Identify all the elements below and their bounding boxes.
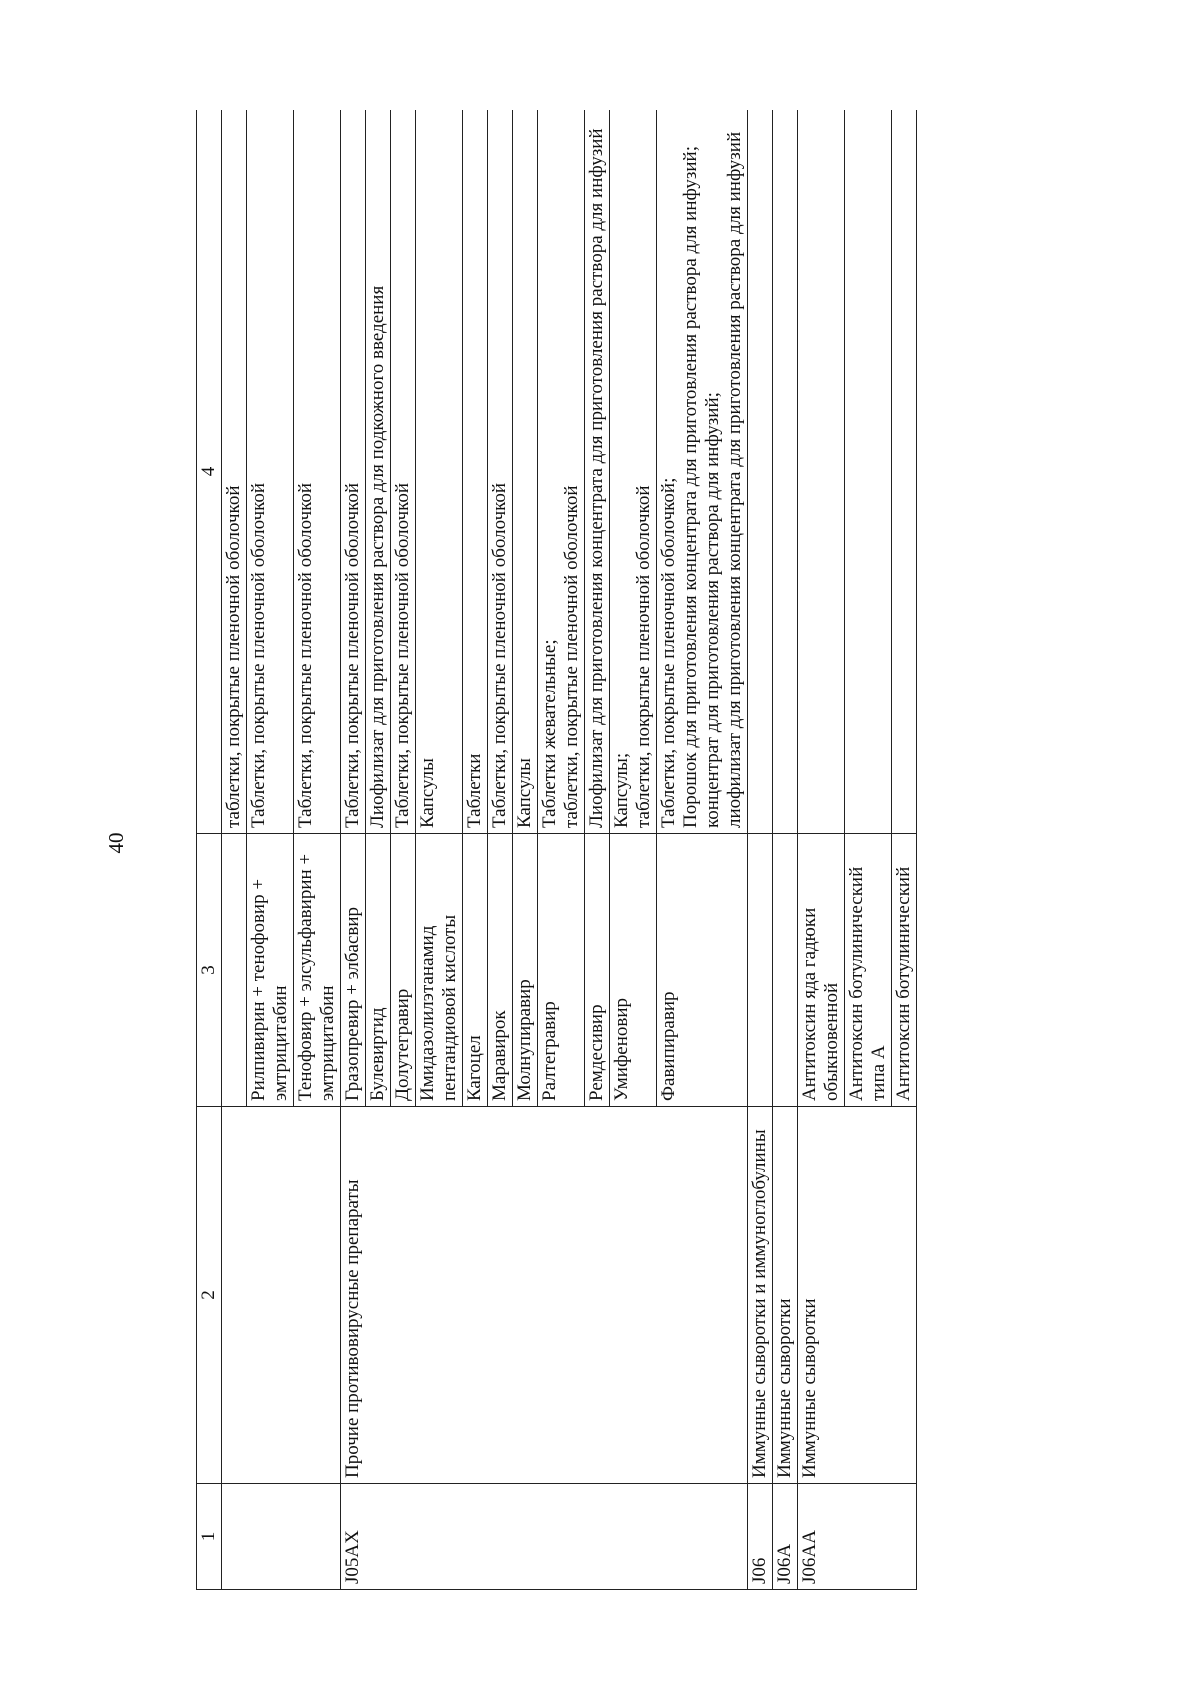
drug-name-cell: Антитоксин ботулинический типа А	[845, 834, 892, 1107]
dosage-form-cell	[538, 110, 585, 834]
dosage-form-cell	[366, 110, 391, 834]
dosage-form-cell	[513, 110, 538, 834]
dosage-form-line: Лиофилизат для приготовления концентрата для приготовления раствора для инфузий	[586, 128, 607, 828]
dosage-form-line: таблетки, покрытые пленочной оболочкой	[633, 485, 654, 828]
dosage-form-cell	[416, 110, 463, 834]
dosage-form-cell	[222, 110, 247, 834]
drug-table	[196, 110, 917, 1590]
atc-code-cell	[222, 1484, 341, 1590]
rotated-page-content	[196, 110, 1116, 1590]
dosage-form-line: Таблетки, покрытые пленочной оболочкой	[489, 482, 510, 828]
table-header-row	[197, 110, 222, 1590]
drug-name-cell: Кагоцел	[463, 834, 488, 1107]
dosage-form-cell	[657, 110, 748, 834]
dosage-form-cell	[748, 110, 773, 834]
drug-name-cell: Рилпивирин + тенофовир + эмтрицитабин	[247, 834, 294, 1107]
dosage-form-line: Таблетки, покрытые пленочной оболочкой	[295, 482, 316, 828]
atc-code-cell: J06A	[773, 1484, 798, 1590]
drug-name-cell: Умифеновир	[610, 834, 657, 1107]
drug-name-cell: Молнупиравир	[513, 834, 538, 1107]
drug-name-cell: Фавипиравир	[657, 834, 748, 1107]
dosage-form-cell	[463, 110, 488, 834]
dosage-form-line: Капсулы;	[611, 752, 632, 828]
table-row	[798, 110, 845, 1590]
drug-name-cell: Тенофовир + элсульфавирин + эмтрицитабин	[294, 834, 341, 1107]
drug-name-cell	[748, 834, 773, 1107]
dosage-form-cell	[610, 110, 657, 834]
column-header-1: 1	[197, 1484, 222, 1590]
drug-name-cell: Гразопревир + элбасвир	[341, 834, 366, 1107]
dosage-form-line: Капсулы	[514, 758, 535, 828]
group-name-cell: Иммунные сыворотки	[773, 1107, 798, 1484]
dosage-form-cell	[585, 110, 610, 834]
dosage-form-cell	[773, 110, 798, 834]
dosage-form-cell	[892, 110, 917, 834]
dosage-form-line: Таблетки	[464, 753, 485, 828]
drug-name-cell: Ремдесивир	[585, 834, 610, 1107]
dosage-form-cell	[845, 110, 892, 834]
group-name-cell: Прочие противовирусные препараты	[341, 1107, 748, 1484]
dosage-form-line: таблетки, покрытые пленочной оболочкой	[561, 485, 582, 828]
page-number: 40	[104, 832, 128, 854]
column-header-2: 2	[197, 1107, 222, 1484]
column-header-3: 3	[197, 834, 222, 1107]
dosage-form-cell	[798, 110, 845, 834]
dosage-form-line: Таблетки, покрытые пленочной оболочкой	[248, 482, 269, 828]
dosage-form-cell	[341, 110, 366, 834]
dosage-form-cell	[247, 110, 294, 834]
drug-name-cell	[222, 834, 247, 1107]
dosage-form-line: Таблетки, покрытые пленочной оболочкой	[392, 482, 413, 828]
atc-code-cell: J06	[748, 1484, 773, 1590]
group-name-cell	[222, 1107, 341, 1484]
drug-name-cell: Ралтегравир	[538, 834, 585, 1107]
dosage-form-line: Таблетки жевательные;	[539, 639, 560, 828]
dosage-form-line: таблетки, покрытые пленочной оболочкой	[223, 485, 244, 828]
drug-name-cell: Антитоксин ботулинический	[892, 834, 917, 1107]
atc-code-cell: J06AA	[798, 1484, 917, 1590]
column-header-4: 4	[197, 110, 222, 834]
drug-name-cell: Маравирок	[488, 834, 513, 1107]
table-row	[773, 110, 798, 1590]
atc-code-cell: J05AX	[341, 1484, 748, 1590]
dosage-form-line: Лиофилизат для приготовления раствора для подкожного введения	[367, 285, 388, 828]
dosage-form-line: Капсулы	[417, 758, 438, 828]
dosage-form-cell	[488, 110, 513, 834]
dosage-form-line: Таблетки, покрытые пленочной оболочкой;	[658, 477, 679, 828]
drug-name-cell: Булевиртид	[366, 834, 391, 1107]
dosage-form-cell	[391, 110, 416, 834]
table-row	[341, 110, 366, 1590]
drug-name-cell: Долутегравир	[391, 834, 416, 1107]
dosage-form-line: Таблетки, покрытые пленочной оболочкой	[342, 482, 363, 828]
table-row	[222, 110, 247, 1590]
drug-name-cell: Антитоксин яда гадюки обыкновенной	[798, 834, 845, 1107]
dosage-form-line: Порошок для приготовления концентрата для приготовления раствора для инфузий;	[680, 146, 701, 828]
drug-name-cell	[773, 834, 798, 1107]
table-row	[748, 110, 773, 1590]
group-name-cell: Иммунные сыворотки и иммуноглобулины	[748, 1107, 773, 1484]
drug-name-cell: Имидазолилэтанамид пентандиовой кислоты	[416, 834, 463, 1107]
dosage-form-cell	[294, 110, 341, 834]
dosage-form-line: концентрат для приготовления раствора для инфузий;	[702, 392, 723, 828]
group-name-cell: Иммунные сыворотки	[798, 1107, 917, 1484]
dosage-form-line: лиофилизат для приготовления концентрата для приготовления раствора для инфузий	[724, 131, 745, 828]
